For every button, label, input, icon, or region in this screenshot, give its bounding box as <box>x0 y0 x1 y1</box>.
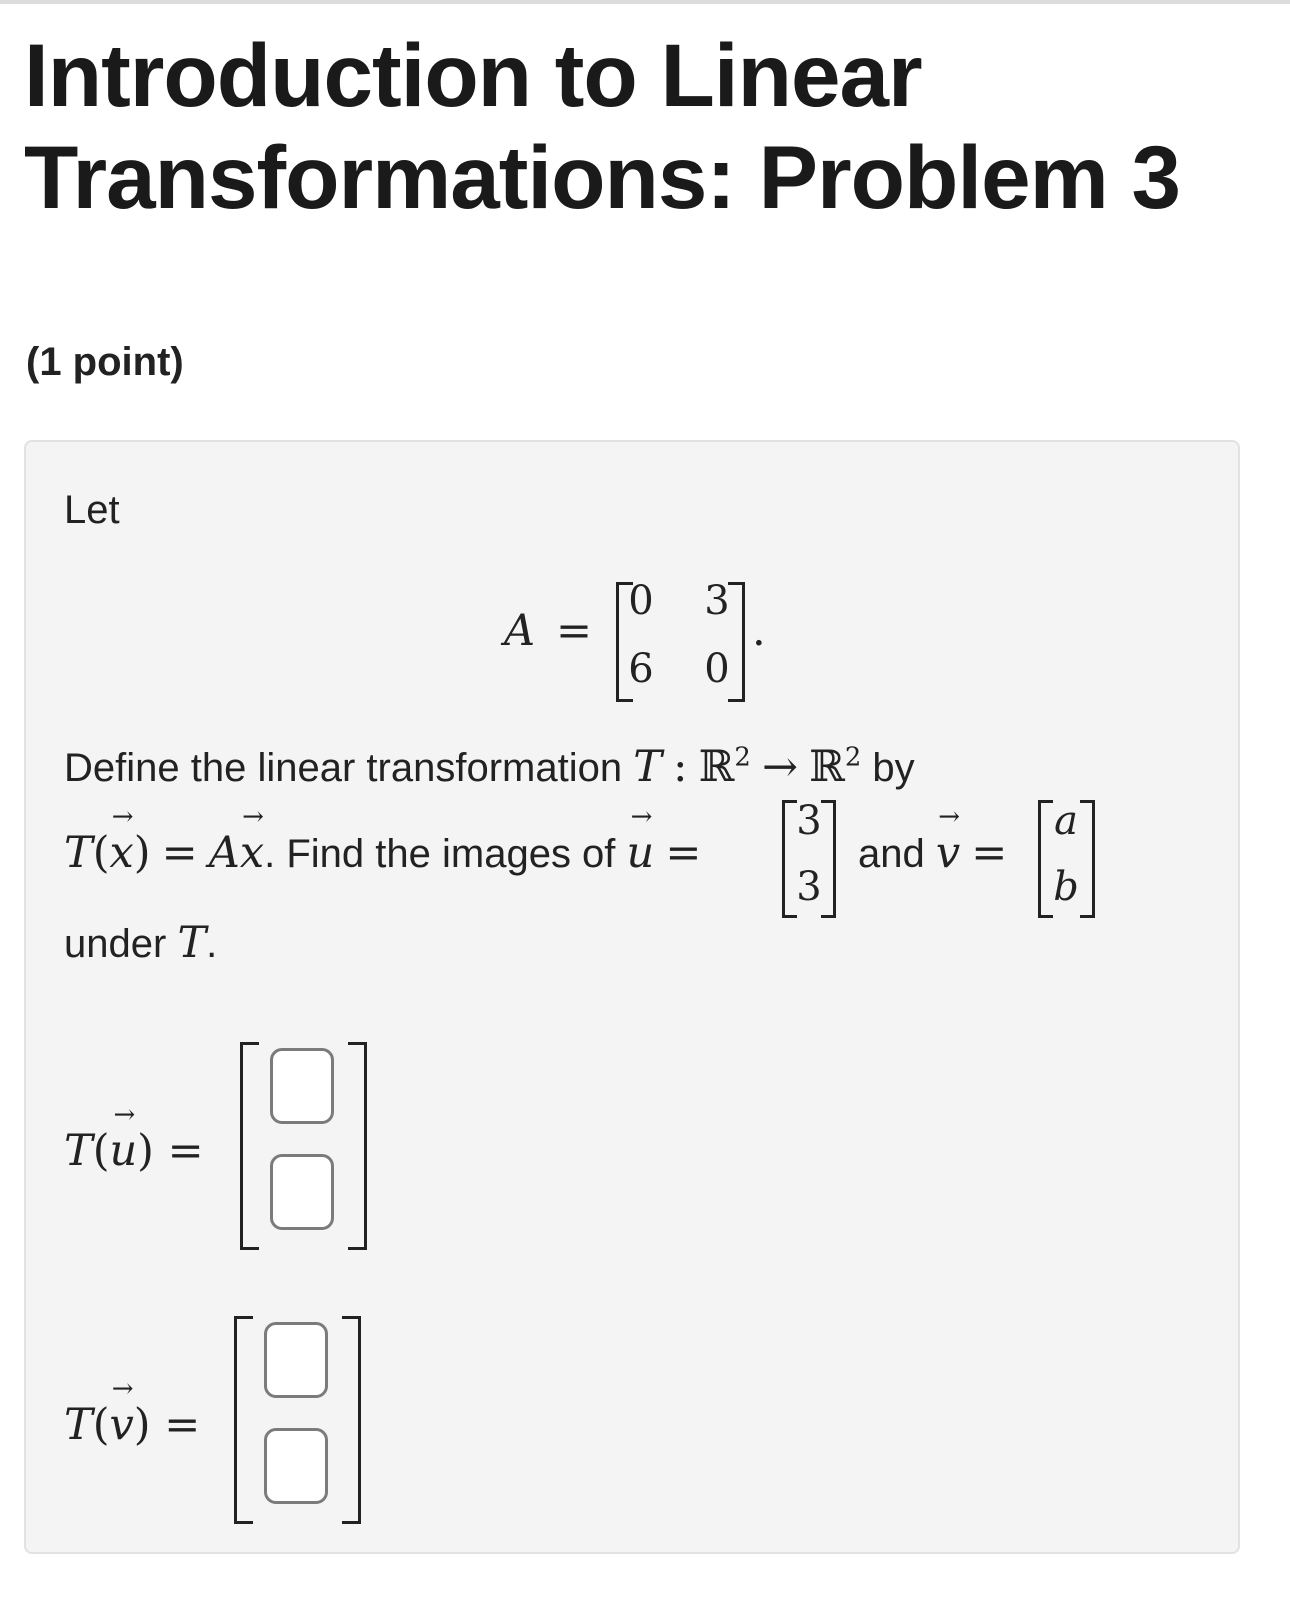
t-symbol: T <box>633 742 662 792</box>
under-text: under <box>64 922 167 966</box>
u-entry: 3 <box>796 798 822 844</box>
let-text: Let <box>64 488 120 532</box>
by-text: by <box>872 746 915 790</box>
x-vector: x → <box>109 828 133 878</box>
v-entry: b <box>1053 864 1079 910</box>
define-text: Define the linear transformation <box>64 746 623 790</box>
answer-tv-left-bracket <box>234 1316 253 1524</box>
matrix-a-cell: 3 <box>704 578 730 624</box>
x-vector: x → <box>240 828 264 878</box>
answer-tv-entry-1[interactable] <box>264 1322 328 1398</box>
v-right-bracket <box>1080 800 1095 918</box>
colon: : <box>673 742 688 792</box>
u-right-bracket <box>821 800 836 918</box>
arrow-symbol: → <box>761 742 798 792</box>
t-symbol: T <box>177 918 207 968</box>
problem-panel <box>24 440 1240 1554</box>
answer-tv-right-bracket <box>342 1316 361 1524</box>
real-numbers-symbol: ℝ$^2$ <box>809 742 862 792</box>
answer-tu-entry-2[interactable] <box>270 1154 334 1230</box>
matrix-a-label: A <box>504 606 536 656</box>
and-line: and v → = <box>858 828 1007 878</box>
and-text: and <box>858 832 925 876</box>
matrix-a-cell: 6 <box>628 646 654 692</box>
matrix-a-right-bracket <box>728 582 745 702</box>
top-divider <box>0 0 1290 4</box>
map-line: T(x →) = Ax →. Find the images of u → = <box>64 828 701 878</box>
find-text: . Find the images of <box>264 832 616 876</box>
a-symbol: A <box>208 828 240 878</box>
under-line: under T. <box>64 918 218 968</box>
period: . <box>752 606 766 656</box>
matrix-a-cell: 0 <box>704 646 730 692</box>
page-title: Introduction to Linear Transformations: Problem 3 <box>24 25 1180 227</box>
real-numbers-symbol: ℝ$^2$ <box>698 742 751 792</box>
answer-tu-entry-1[interactable] <box>270 1048 334 1124</box>
matrix-a-cell: 0 <box>628 578 654 624</box>
t-symbol: T <box>64 828 93 878</box>
u-vector: u → <box>627 828 655 878</box>
v-vector: v → <box>936 828 960 878</box>
define-line <box>64 742 915 792</box>
answer-tu-right-bracket <box>348 1042 367 1250</box>
answer-tu-left-bracket <box>240 1042 259 1250</box>
answer-label-tv: T(v →) = <box>64 1400 200 1450</box>
u-entry: 3 <box>796 864 822 910</box>
answer-label-tu: T(u →) = <box>64 1126 204 1176</box>
equals-sign: = <box>556 606 593 656</box>
points-label: (1 point) <box>26 340 184 384</box>
v-entry: a <box>1054 798 1078 844</box>
answer-tv-entry-2[interactable] <box>264 1428 328 1504</box>
